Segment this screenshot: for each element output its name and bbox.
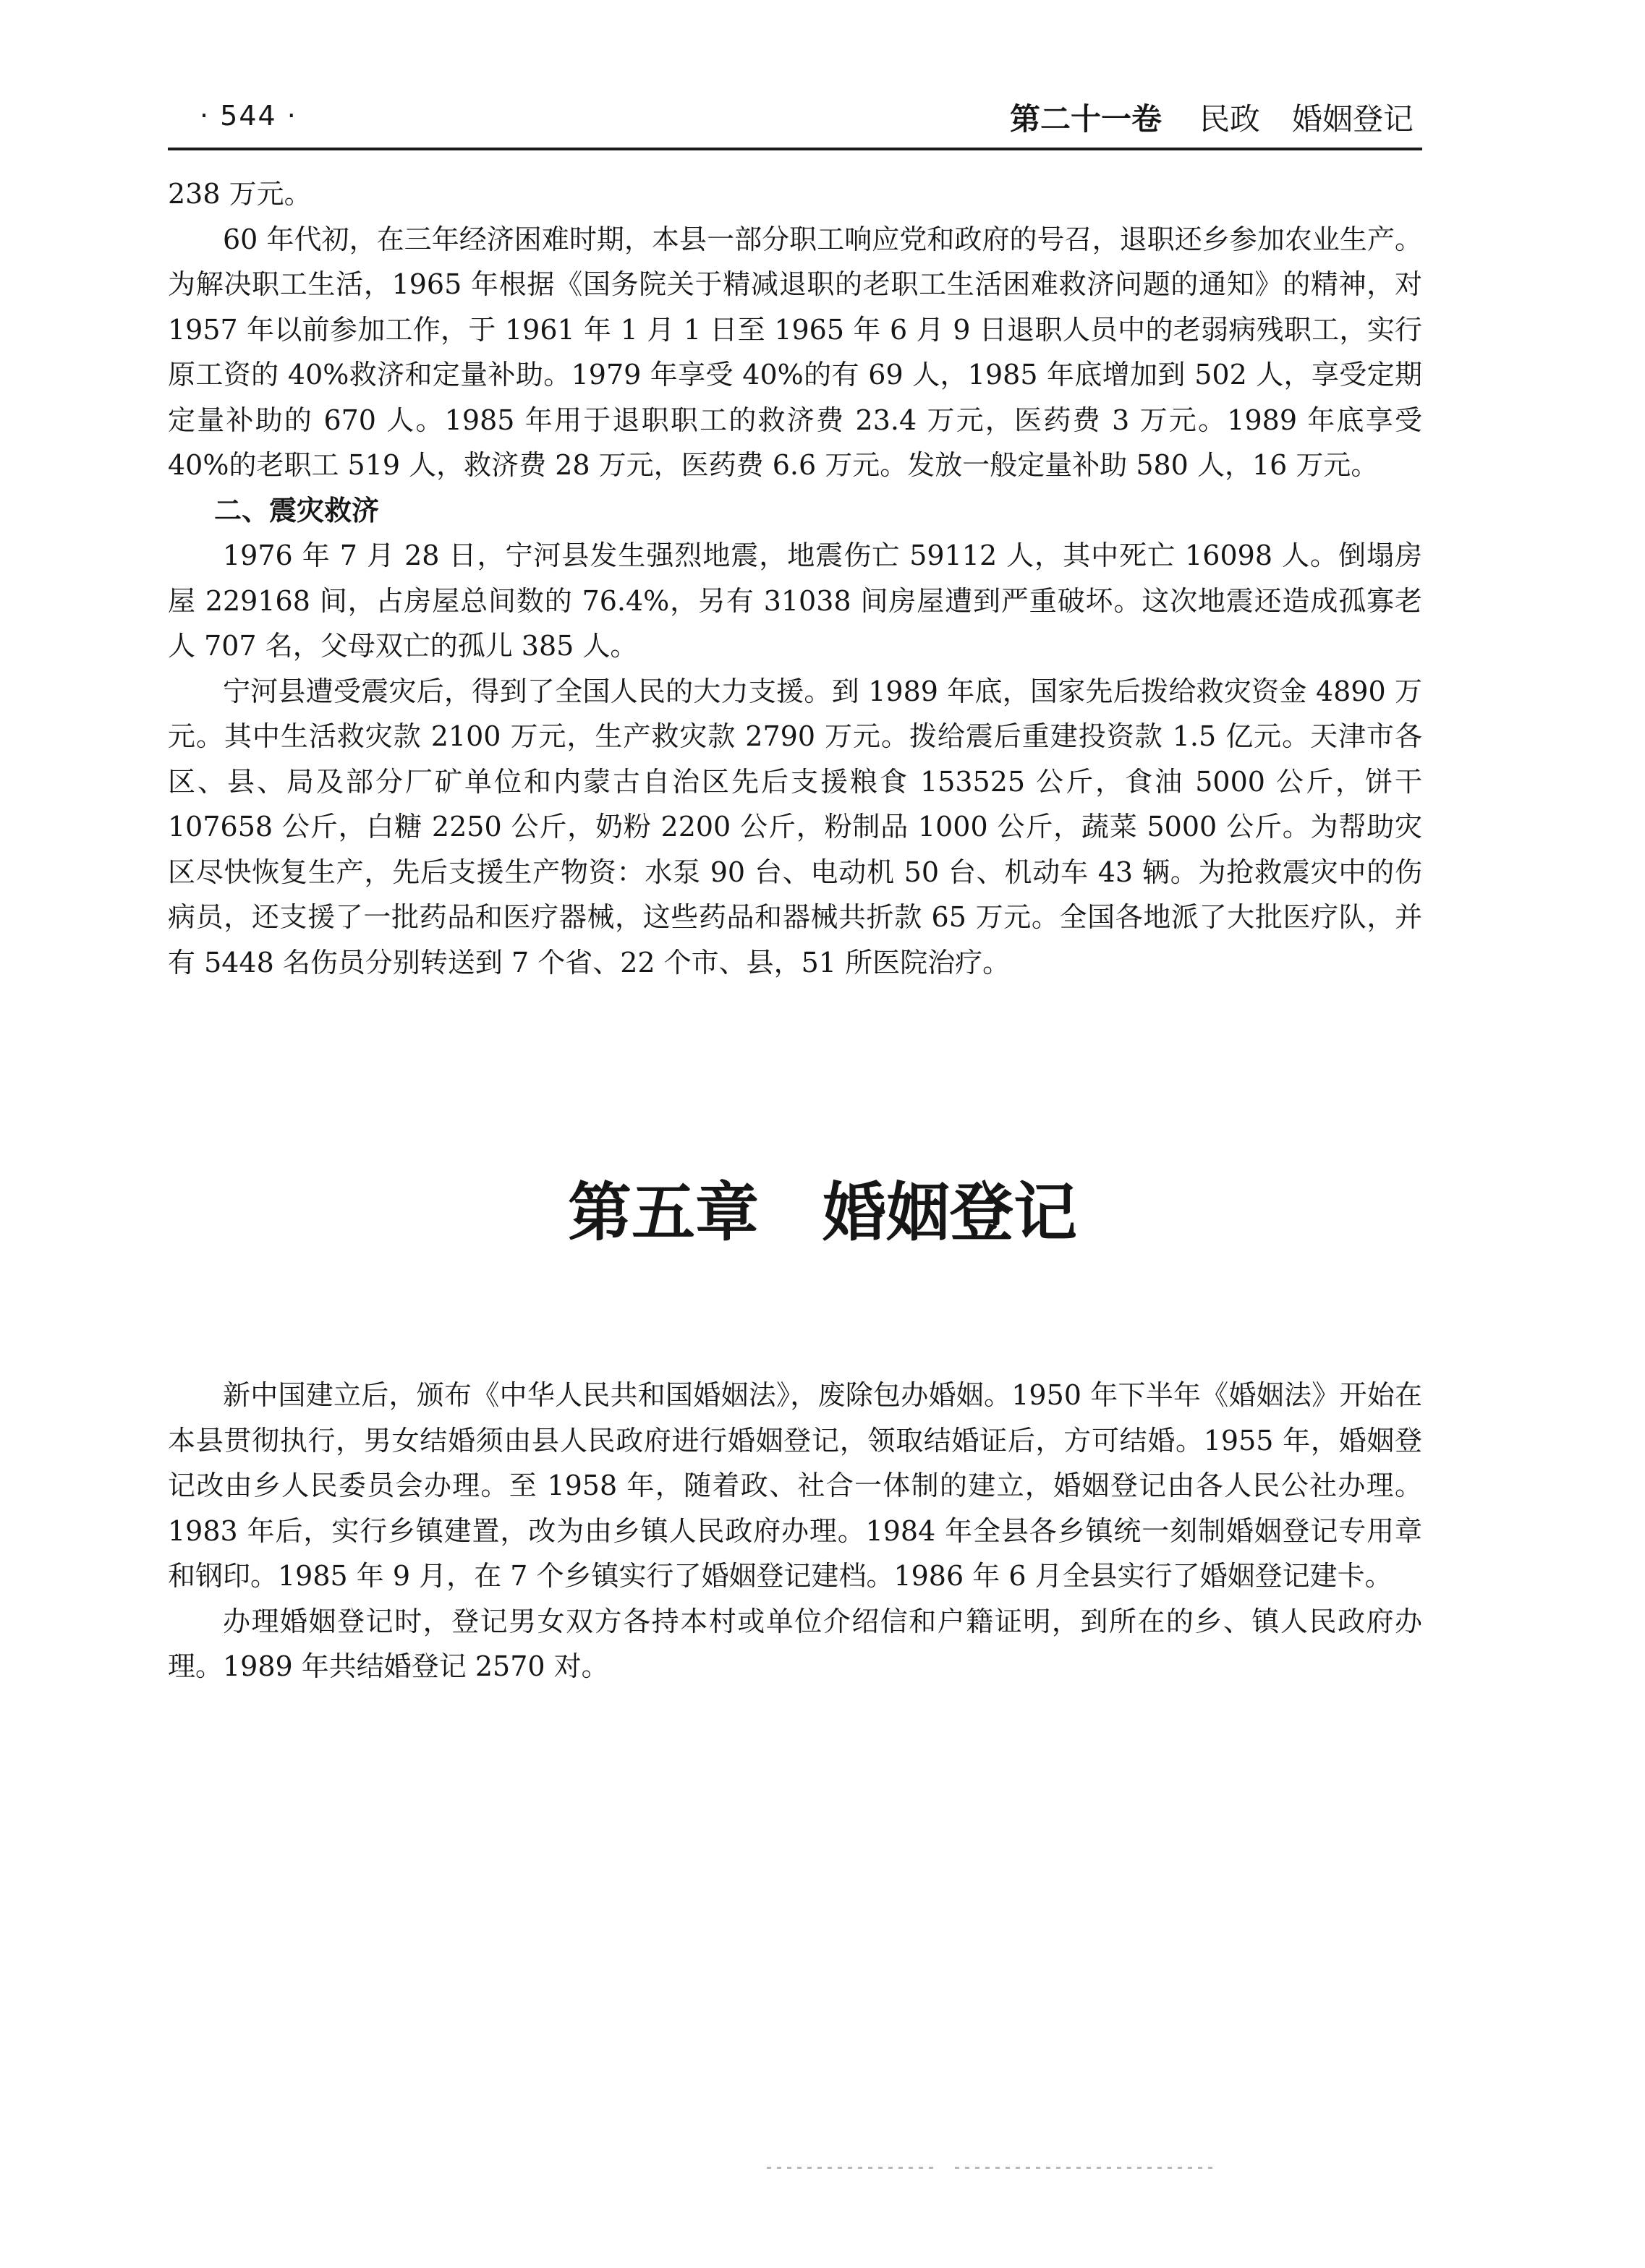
chapter-label: 婚姻登记 [1291, 101, 1414, 137]
running-title [1010, 95, 1414, 139]
paragraph-earthquake-losses: 1976 年 7 月 28 日，宁河县发生强烈地震，地震伤亡 59112 人，其中死亡 16098 人。倒塌房屋 229168 间，占房屋总间数的 76.4%，另有 31038 间房屋遭到严重破坏。这次地震还造成孤寡老人 707 名，父母双亡的孤儿 385 人。 [168, 540, 1422, 662]
volume-label: 第二十一卷 [1009, 101, 1162, 137]
section-heading-earthquake-relief: 二、震灾救济 [214, 494, 380, 526]
paragraph-marriage-law: 新中国建立后，颁布《中华人民共和国婚姻法》，废除包办婚姻。1950 年下半年《婚姻法》开始在本县贯彻执行，男女结婚须由县人民政府进行婚姻登记，领取结婚证后，方可结婚。1955 年，婚姻登记改由乡人民委员会办理。至 1958 年，随着政、社合一体制的建立，婚姻登记由各人民公社办理。1983 年后，实行乡镇建置，改为由乡镇人民政府办理。1984 年全县各乡镇统一刻制婚姻登记专用章和钢印。1985 年 9 月，在 7 个乡镇实行了婚姻登记建档。1986 年 6 月全县实行了婚姻登记建卡。 [168, 1379, 1422, 1592]
main-text-block [168, 171, 1422, 985]
paragraph-continuation: 238 万元。 [168, 178, 312, 210]
paragraph-retired-workers: 60 年代初，在三年经济困难时期，本县一部分职工响应党和政府的号召，退职还乡参加农业生产。为解决职工生活，1965 年根据《国务院关于精减退职的老职工生活困难救济问题的通知》的精神，对 1957 年以前参加工作，于 1961 年 1 月 1 日至 1965 年 6 月 9 日退职人员中的老弱病残职工，实行原工资的 40%救济和定量补助。1979 年享受 40%的有 69 人，1985 年底增加到 502 人，享受定期定量补助的 670 人。1985 年用于退职职工的救济费 23.4 万元，医药费 3 万元。1989 年底享受 40%的老职工 519 人，救济费 28 万元，医药费 6.6 万元。发放一般定量补助 580 人，16 万元。 [168, 223, 1422, 481]
scan-noise-mark [955, 2167, 1215, 2169]
section-label: 民政 [1199, 101, 1260, 137]
page-number: · 544 · [200, 100, 297, 132]
chapter-title: 第五章 婚姻登记 [567, 1175, 1077, 1250]
scan-noise-mark [767, 2167, 933, 2169]
running-header [168, 93, 1422, 150]
paragraph-registration-procedure: 办理婚姻登记时，登记男女双方各持本村或单位介绍信和户籍证明，到所在的乡、镇人民政府办理。1989 年共结婚登记 2570 对。 [168, 1605, 1422, 1682]
paragraph-earthquake-aid: 宁河县遭受震灾后，得到了全国人民的大力支援。到 1989 年底，国家先后拨给救灾资金 4890 万元。其中生活救灾款 2100 万元，生产救灾款 2790 万元。拨给震后重建投资款 1.5 亿元。天津市各区、县、局及部分厂矿单位和内蒙古自治区先后支援粮食 153525 公斤，食油 5000 公斤，饼干 107658 公斤，白糖 2250 公斤，奶粉 2200 公斤，粉制品 1000 公斤，蔬菜 5000 公斤。为帮助灾区尽快恢复生产，先后支援生产物资：水泵 90 台、电动机 50 台、机动车 43 辆。为抢救震灾中的伤病员，还支援了一批药品和医疗器械，这些药品和器械共折款 65 万元。全国各地派了大批医疗队，并有 5448 名伤员分别转送到 7 个省、22 个市、县，51 所医院治疗。 [168, 675, 1422, 979]
chapter-text-block [168, 1373, 1422, 1689]
